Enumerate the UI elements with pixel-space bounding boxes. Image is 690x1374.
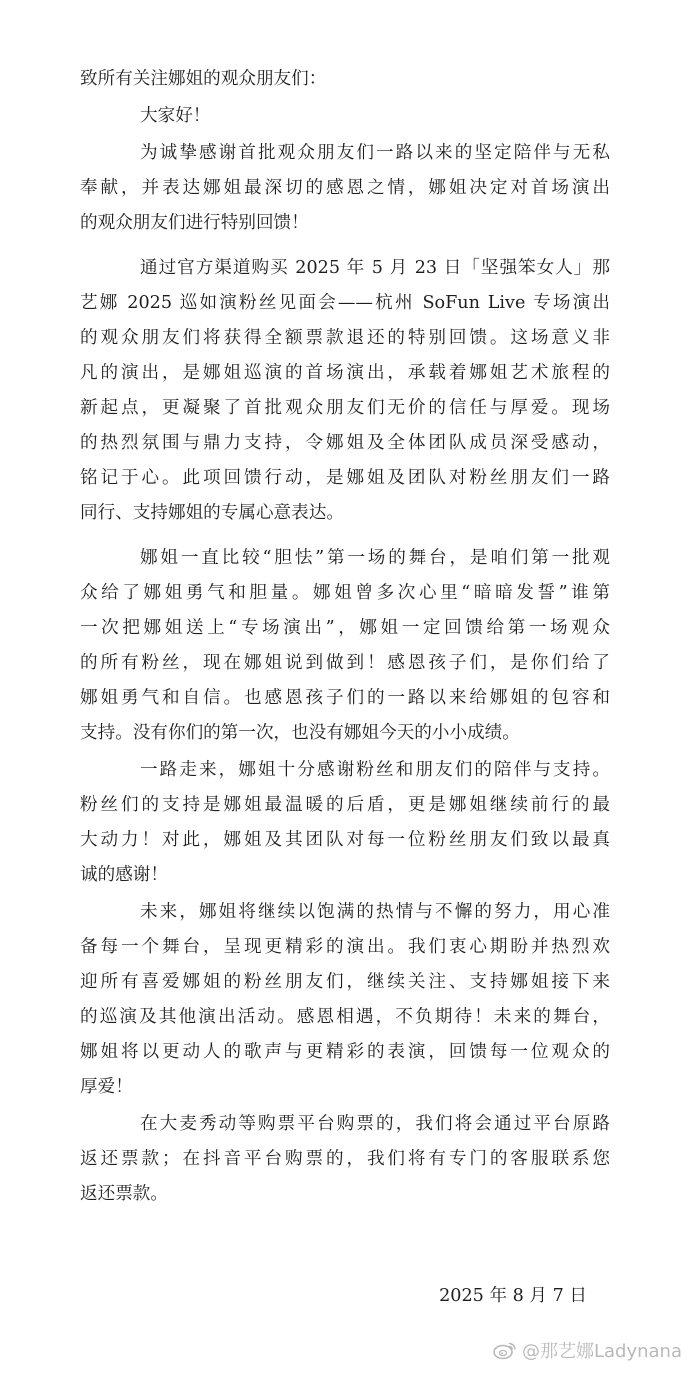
paragraph-line: 奉献，并表达娜姐最深切的感恩之情，娜姐决定对首场演出 xyxy=(80,178,610,198)
paragraph-line: 为诚挚感谢首批观众朋友们一路以来的坚定陪伴与无私 xyxy=(140,143,610,163)
paragraph-1 xyxy=(80,136,610,241)
paragraph-line: 一路走来，娜姐十分感谢粉丝和朋友们的陪伴与支持。 xyxy=(140,760,610,780)
paragraph-5 xyxy=(80,895,610,1105)
paragraph-line: 娜姐将以更动人的歌声与更精彩的表演，回馈每一位观众的 xyxy=(80,1042,610,1062)
paragraph-line: 的热烈氛围与鼎力支持，令娜姐及全体团队成员深受感动， xyxy=(80,433,610,453)
paragraph-line: 铭记于心。此项回馈行动，是娜姐及团队对粉丝朋友们一路 xyxy=(80,468,610,488)
paragraph-line: 迎所有喜爱娜姐的粉丝朋友们，继续关注、支持娜姐接下来 xyxy=(80,972,610,992)
paragraph-line: 通过官方渠道购买 2025 年 5 月 23 日「坚强笨女人」那 xyxy=(140,258,610,278)
watermark-text: @那艺娜Ladynana xyxy=(521,1341,682,1362)
paragraph-line: 众给了娜姐勇气和胆量。娜姐曾多次心里“暗暗发誓”谁第 xyxy=(80,583,610,603)
paragraph-line: 返还票款。 xyxy=(80,1184,168,1204)
paragraph-line: 粉丝们的支持是娜姐最温暖的后盾，更是娜姐继续前行的最 xyxy=(80,795,610,815)
paragraph-line: 在大麦秀动等购票平台购票的，我们将会通过平台原路 xyxy=(140,1114,610,1134)
paragraph-line: 一次把娜姐送上“专场演出”，娜姐一定回馈给第一场观众 xyxy=(80,618,610,638)
letter-date: 2025 年 8 月 7 日 xyxy=(439,1286,587,1306)
paragraph-line: 诚的感谢！ xyxy=(80,865,168,885)
paragraph-line: 的所有粉丝，现在娜姐说到做到！感恩孩子们，是你们给了 xyxy=(80,653,610,673)
paragraph-line: 厚爱！ xyxy=(80,1077,133,1097)
letter-body xyxy=(80,62,610,1212)
salutation: 致所有关注娜姐的观众朋友们： xyxy=(80,69,327,89)
paragraph-6 xyxy=(80,1107,610,1212)
paragraph-4 xyxy=(80,753,610,893)
paragraph-line: 同行、支持娜姐的专属心意表达。 xyxy=(80,503,344,523)
paragraph-line: 娜姐勇气和自信。也感恩孩子们的一路以来给娜姐的包容和 xyxy=(80,688,610,708)
paragraph-line: 支持。没有你们的第一次，也没有娜姐今天的小小成绩。 xyxy=(80,723,520,743)
paragraph-line: 新起点，更凝聚了首批观众朋友们无价的信任与厚爱。现场 xyxy=(80,398,610,418)
paragraph-line: 大动力！对此，娜姐及其团队对每一位粉丝朋友们致以最真 xyxy=(80,830,610,850)
paragraph-line: 的观众朋友们进行特别回馈！ xyxy=(80,213,309,233)
paragraph-line: 凡的演出，是娜姐巡演的首场演出，承载着娜姐艺术旅程的 xyxy=(80,363,610,383)
paragraph-2 xyxy=(80,251,610,531)
greeting: 大家好！ xyxy=(140,106,211,126)
paragraph-3 xyxy=(80,541,610,751)
paragraph-line: 的巡演及其他演出活动。感恩相遇，不负期待！未来的舞台， xyxy=(80,1007,610,1027)
paragraph-line: 未来，娜姐将继续以饱满的热情与不懈的努力，用心准 xyxy=(140,902,610,922)
paragraph-line: 返还票款；在抖音平台购票的，我们将有专门的客服联系您 xyxy=(80,1149,610,1169)
paragraph-line: 备每一个舞台，呈现更精彩的演出。我们衷心期盼并热烈欢 xyxy=(80,937,610,957)
weibo-icon xyxy=(493,1340,517,1360)
weibo-watermark xyxy=(493,1337,682,1363)
paragraph-line: 的观众朋友们将获得全额票款退还的特别回馈。这场意义非 xyxy=(80,328,610,348)
paragraph-line: 娜姐一直比较“胆怯”第一场的舞台，是咱们第一批观 xyxy=(140,548,610,568)
paragraph-line: 艺娜 2025 巡如演粉丝见面会——杭州 SoFun Live 专场演出 xyxy=(80,293,610,313)
